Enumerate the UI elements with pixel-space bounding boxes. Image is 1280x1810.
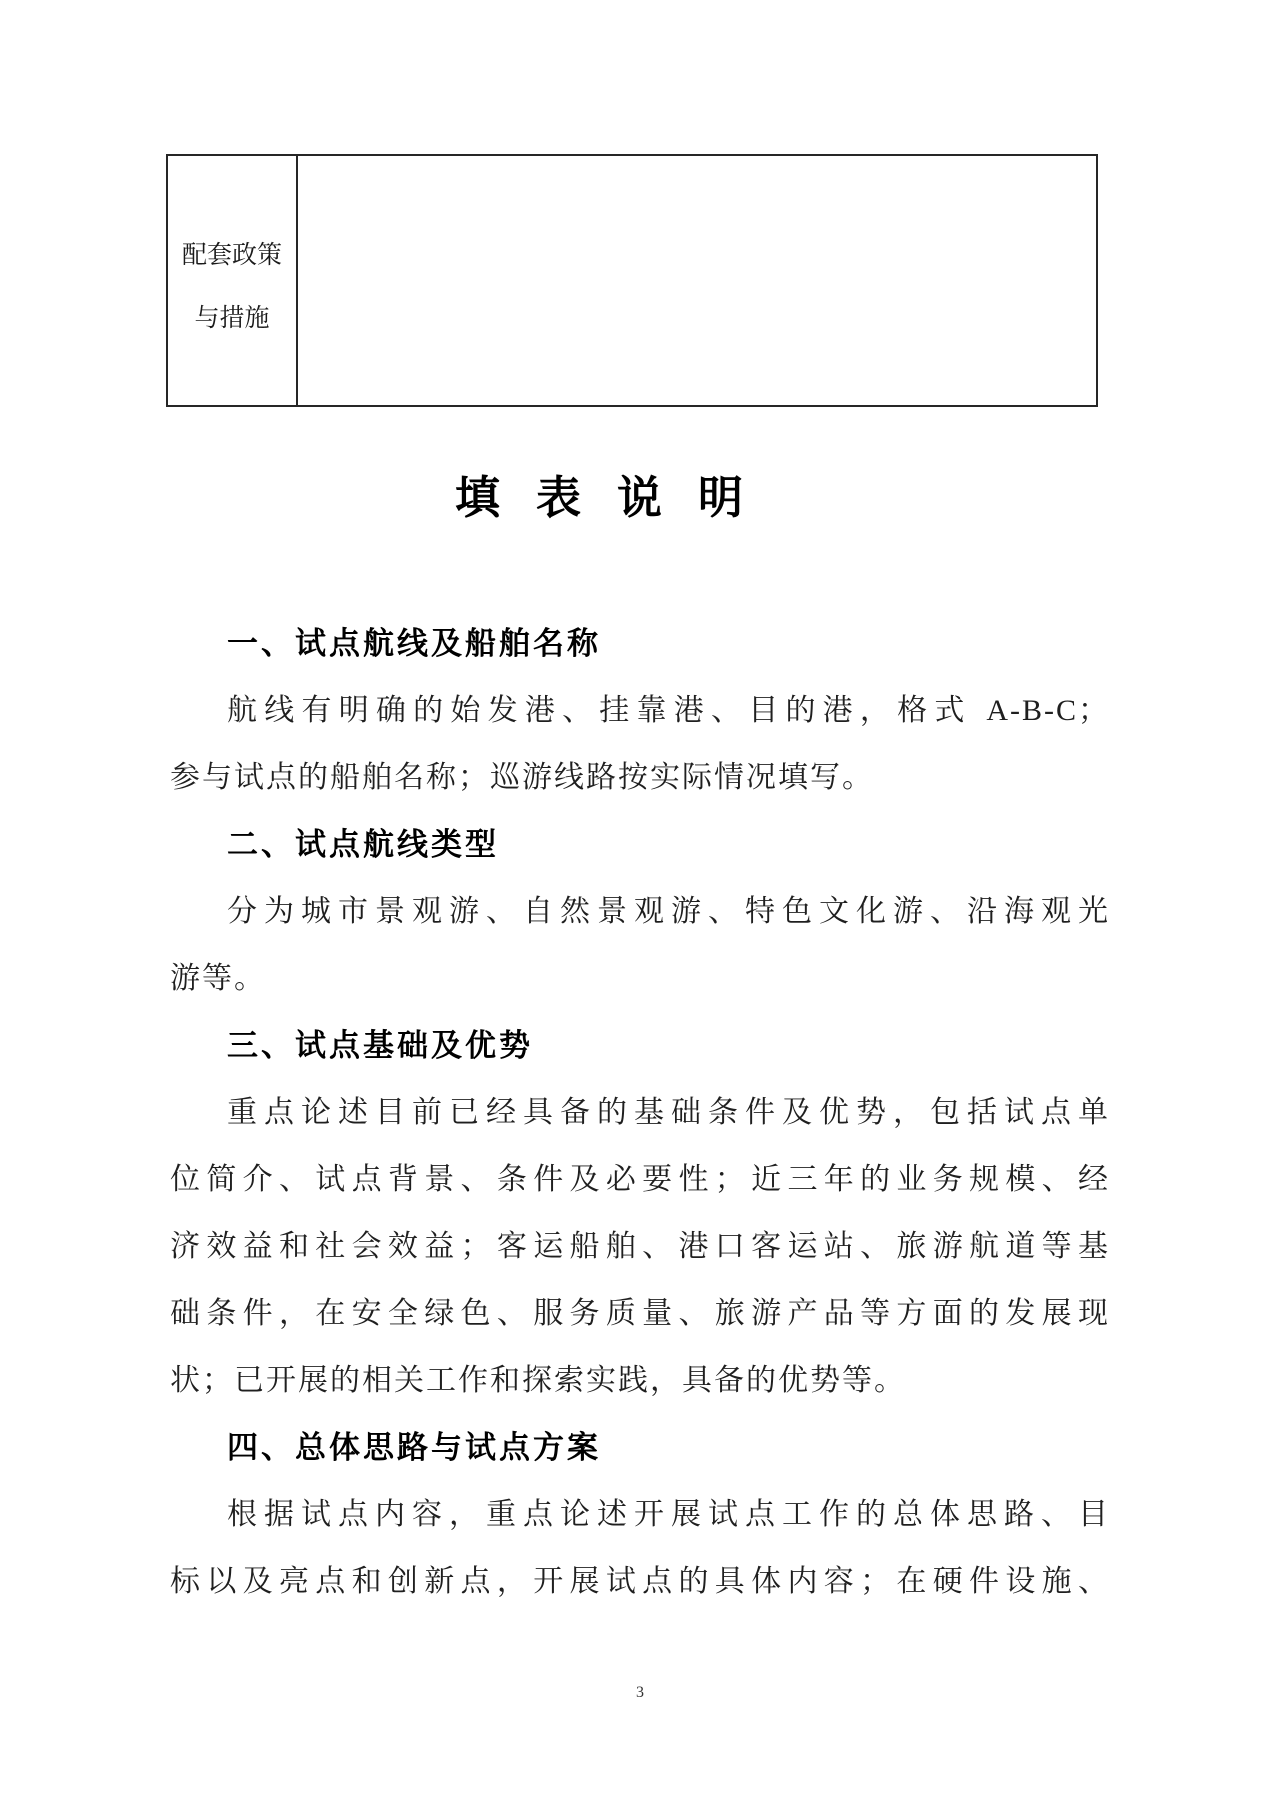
text-line: 分为城市景观游、自然景观游、特色文化游、沿海观光	[227, 895, 1110, 928]
page-number: 3	[636, 1684, 644, 1701]
instruction-section-1	[170, 610, 1110, 811]
instruction-section-4	[170, 1414, 1110, 1615]
text-line: 标以及亮点和创新点，开展试点的具体内容；在硬件设施、	[170, 1565, 1110, 1598]
instructions-block	[170, 610, 1110, 1615]
text-line: 础条件，在安全绿色、服务质量、旅游产品等方面的发展现	[170, 1297, 1110, 1330]
section-heading: 三、试点基础及优势	[227, 1028, 533, 1063]
section-heading: 一、试点航线及船舶名称	[227, 626, 601, 661]
table-label-line1: 配套政策	[181, 242, 282, 269]
instruction-section-3	[170, 1012, 1110, 1414]
table-value-cell	[298, 156, 1096, 405]
text-line: 根据试点内容，重点论述开展试点工作的总体思路、目	[227, 1498, 1110, 1531]
text-line: 重点论述目前已经具备的基础条件及优势，包括试点单	[227, 1096, 1110, 1129]
text-line: 参与试点的船舶名称；巡游线路按实际情况填写。	[170, 761, 874, 794]
policy-table	[166, 154, 1098, 407]
instruction-section-2	[170, 811, 1110, 1012]
table-label-line2: 与措施	[194, 305, 270, 332]
section-heading: 四、总体思路与试点方案	[227, 1430, 601, 1465]
text-line: 状；已开展的相关工作和探索实践，具备的优势等。	[170, 1364, 906, 1397]
text-line: 航线有明确的始发港、挂靠港、目的港，格式 A-B-C；	[227, 694, 1110, 727]
page-title: 填表说明	[455, 472, 780, 523]
text-line: 游等。	[170, 962, 266, 995]
text-line: 济效益和社会效益；客运船舶、港口客运站、旅游航道等基	[170, 1230, 1110, 1263]
text-line: 位简介、试点背景、条件及必要性；近三年的业务规模、经	[170, 1163, 1110, 1196]
section-heading: 二、试点航线类型	[227, 827, 499, 862]
table-label-cell	[168, 156, 298, 405]
